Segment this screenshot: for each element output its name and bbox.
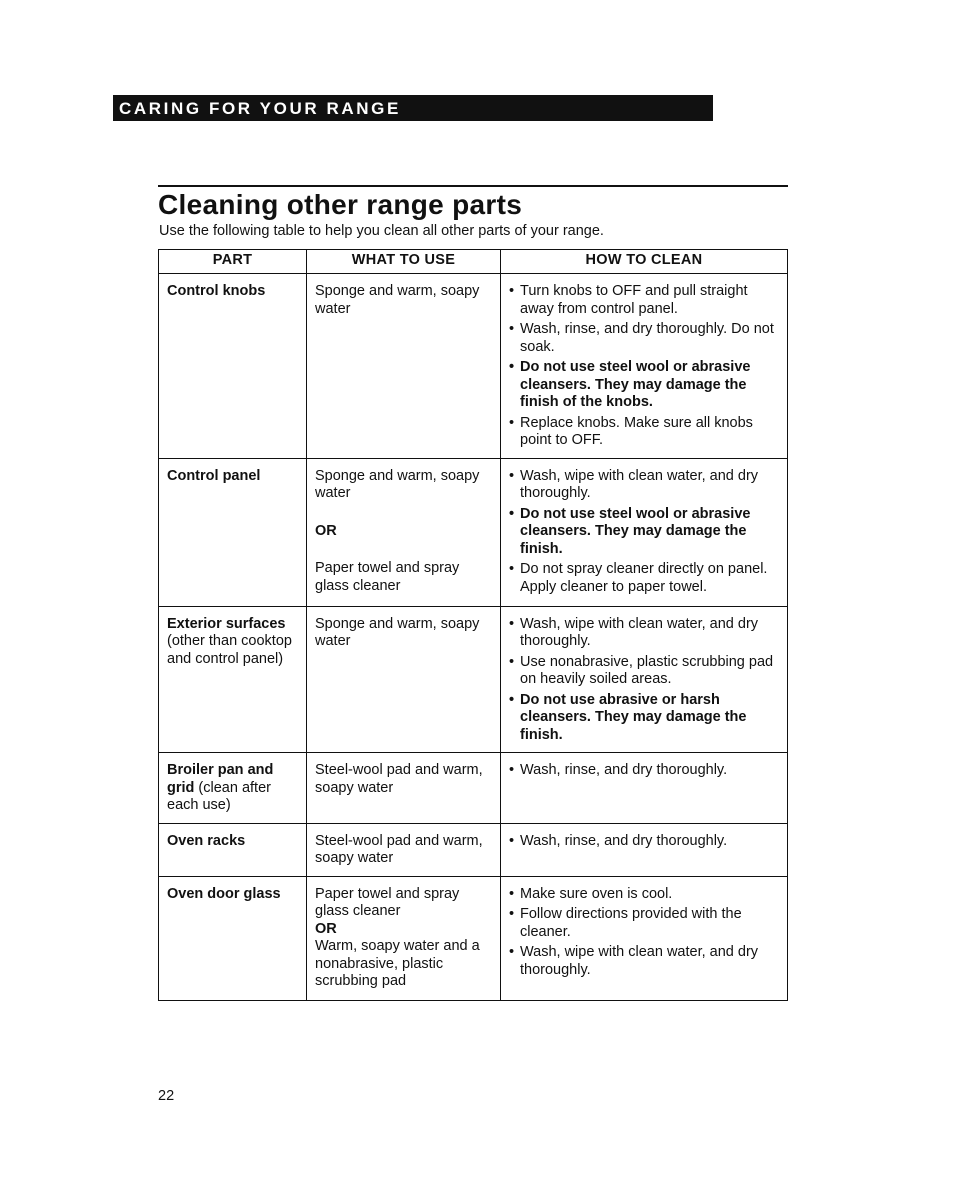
cleaning-step: • Follow directions provided with the cleaner. bbox=[509, 906, 780, 941]
cleaning-steps-list bbox=[509, 283, 780, 450]
part-cell bbox=[159, 823, 307, 876]
cleaning-step: • Wash, rinse, and dry thoroughly. bbox=[509, 833, 780, 851]
cleaning-step: • Wash, rinse, and dry thoroughly. bbox=[509, 762, 780, 780]
part-note: (other than cooktop and control panel) bbox=[167, 633, 292, 667]
table-row bbox=[159, 606, 788, 753]
table-header-row bbox=[159, 250, 788, 274]
what-to-use-cell bbox=[307, 753, 501, 824]
section-banner: CARING FOR YOUR RANGE bbox=[113, 95, 713, 121]
cleaning-steps-list bbox=[509, 833, 780, 851]
page-number: 22 bbox=[158, 1088, 175, 1104]
cleaning-step: • Do not spray cleaner directly on panel. Apply cleaner to paper towel. bbox=[509, 561, 780, 596]
cleaning-step: • Turn knobs to OFF and pull straight away from control panel. bbox=[509, 283, 780, 318]
intro-text: Use the following table to help you clean all other parts of your range. bbox=[159, 223, 604, 239]
part-name: Control knobs bbox=[167, 283, 266, 299]
cleaning-step: • Use nonabrasive, plastic scrubbing pad on heavily soiled areas. bbox=[509, 654, 780, 689]
cleaning-material-alternative: Paper towel and spray glass cleaner bbox=[315, 560, 460, 594]
part-cell bbox=[159, 274, 307, 459]
what-to-use-cell bbox=[307, 876, 501, 1000]
part-name: Broiler pan and grid bbox=[167, 762, 274, 796]
table-row bbox=[159, 823, 788, 876]
part-name: Control panel bbox=[167, 467, 261, 484]
cleaning-material: Steel-wool pad and warm, soapy water bbox=[315, 762, 483, 796]
what-to-use-cell bbox=[307, 458, 501, 606]
how-to-clean-cell bbox=[501, 458, 788, 606]
cleaning-material: Paper towel and spray glass cleaner bbox=[315, 885, 460, 919]
column-header-part: PART bbox=[159, 250, 307, 274]
how-to-clean-cell bbox=[501, 274, 788, 459]
how-to-clean-cell bbox=[501, 876, 788, 1000]
table-row bbox=[159, 458, 788, 606]
part-cell bbox=[159, 876, 307, 1000]
what-to-use-cell bbox=[307, 606, 501, 753]
or-label: OR bbox=[315, 920, 337, 937]
part-cell bbox=[159, 606, 307, 753]
column-header-how-to-clean: HOW TO CLEAN bbox=[501, 250, 788, 274]
part-cell bbox=[159, 753, 307, 824]
cleaning-material: Sponge and warm, soapy water bbox=[315, 467, 480, 501]
how-to-clean-cell bbox=[501, 823, 788, 876]
table-row bbox=[159, 274, 788, 459]
cleaning-warning: • Do not use steel wool or abrasive cleansers. They may damage the finish of the knobs. bbox=[509, 359, 780, 412]
cleaning-steps-list bbox=[509, 762, 780, 780]
cleaning-table bbox=[158, 249, 788, 1001]
table-row bbox=[159, 876, 788, 1000]
cleaning-step: • Wash, wipe with clean water, and dry thoroughly. bbox=[509, 944, 780, 979]
or-label: OR bbox=[315, 522, 337, 539]
page-title: Cleaning other range parts bbox=[158, 189, 523, 220]
cleaning-material: Sponge and warm, soapy water bbox=[315, 283, 480, 317]
part-note: (clean after each use) bbox=[167, 779, 271, 813]
table-body bbox=[159, 274, 788, 1001]
cleaning-steps-list bbox=[509, 616, 780, 745]
cleaning-steps-list bbox=[509, 468, 780, 597]
part-name: Exterior surfaces bbox=[167, 615, 286, 632]
cleaning-warning: • Do not use steel wool or abrasive cleansers. They may damage the finish. bbox=[509, 506, 780, 559]
what-to-use-cell bbox=[307, 274, 501, 459]
cleaning-material-alternative: Warm, soapy water and a nonabrasive, plastic scrubbing pad bbox=[315, 938, 480, 989]
cleaning-warning: • Do not use abrasive or harsh cleansers. They may damage the finish. bbox=[509, 692, 780, 745]
part-name: Oven door glass bbox=[167, 885, 281, 902]
cleaning-step: • Wash, wipe with clean water, and dry thoroughly. bbox=[509, 616, 780, 651]
cleaning-material: Sponge and warm, soapy water bbox=[315, 615, 480, 649]
cleaning-steps-list bbox=[509, 886, 780, 980]
cleaning-step: • Wash, rinse, and dry thoroughly. Do not soak. bbox=[509, 321, 780, 356]
how-to-clean-cell bbox=[501, 606, 788, 753]
cleaning-material: Steel-wool pad and warm, soapy water bbox=[315, 832, 483, 866]
table-row bbox=[159, 753, 788, 824]
column-header-what-to-use: WHAT TO USE bbox=[307, 250, 501, 274]
part-name: Oven racks bbox=[167, 832, 246, 849]
cleaning-step: • Wash, wipe with clean water, and dry thoroughly. bbox=[509, 468, 780, 503]
part-cell bbox=[159, 458, 307, 606]
cleaning-step: • Make sure oven is cool. bbox=[509, 886, 780, 904]
how-to-clean-cell bbox=[501, 753, 788, 824]
cleaning-step: • Replace knobs. Make sure all knobs point to OFF. bbox=[509, 415, 780, 450]
what-to-use-cell bbox=[307, 823, 501, 876]
